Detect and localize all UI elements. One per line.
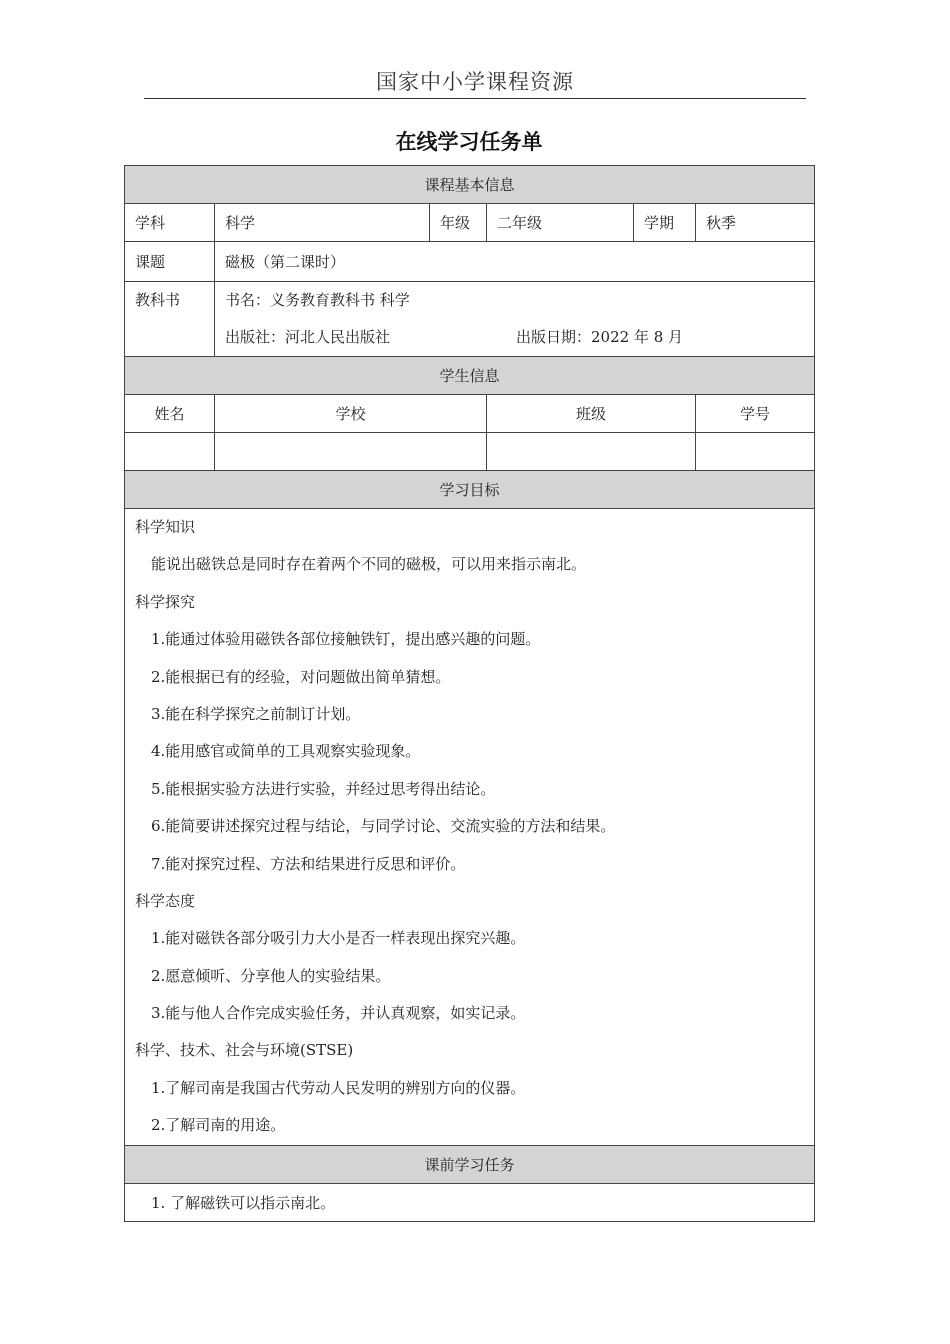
section-student-info: 学生信息 <box>125 357 815 395</box>
page-header: 国家中小学课程资源 <box>376 70 574 94</box>
pre-task-item: 1. 了解磁铁可以指示南北。 <box>125 1183 815 1221</box>
goal-heading-knowledge: 科学知识 <box>135 518 196 536</box>
header-rule <box>144 98 806 99</box>
section-pre-tasks: 课前学习任务 <box>125 1145 815 1183</box>
textbook-label: 教科书 <box>135 291 181 309</box>
term-label: 学期 <box>634 204 696 242</box>
grade-value: 二年级 <box>487 204 634 242</box>
goal-item: 2.了解司南的用途。 <box>151 1116 286 1135</box>
goal-heading-attitude: 科学态度 <box>135 891 196 910</box>
task-sheet-table <box>124 165 815 1222</box>
goal-item: 3.能在科学探究之前制订计划。 <box>151 704 361 723</box>
term-value: 秋季 <box>696 204 815 242</box>
goal-item: 3.能与他人合作完成实验任务，并认真观察，如实记录。 <box>151 1004 526 1023</box>
goal-item: 6.能简要讲述探究过程与结论，与同学讨论、交流实验的方法和结果。 <box>151 817 616 836</box>
goal-heading-inquiry: 科学探究 <box>135 592 196 611</box>
student-header-class: 班级 <box>487 395 696 433</box>
subject-label: 学科 <box>125 204 215 242</box>
student-name-cell[interactable] <box>125 433 215 471</box>
goal-item: 1.了解司南是我国古代劳动人民发明的辨别方向的仪器。 <box>151 1078 526 1097</box>
student-header-id: 学号 <box>696 395 815 433</box>
textbook-publisher: 出版社：河北人民出版社 <box>225 328 391 346</box>
goal-item: 7.能对探究过程、方法和结果进行反思和评价。 <box>151 854 466 873</box>
student-header-school: 学校 <box>215 395 487 433</box>
goal-item: 1.能对磁铁各部分吸引力大小是否一样表现出探究兴趣。 <box>151 929 526 948</box>
section-goals: 学习目标 <box>125 471 815 509</box>
goal-item: 1.能通过体验用磁铁各部位接触铁钉，提出感兴趣的问题。 <box>151 630 541 649</box>
subject-value: 科学 <box>215 204 430 242</box>
goal-item: 2.能根据已有的经验，对问题做出简单猜想。 <box>151 667 451 686</box>
student-class-cell[interactable] <box>487 433 696 471</box>
goal-heading-stse: 科学、技术、社会与环境(STSE) <box>135 1041 354 1060</box>
textbook-name: 书名：义务教育教科书 科学 <box>225 291 410 309</box>
goal-item: 5.能根据实验方法进行实验，并经过思考得出结论。 <box>151 779 496 798</box>
student-header-name: 姓名 <box>125 395 215 433</box>
student-id-cell[interactable] <box>696 433 815 471</box>
textbook-pub-date: 出版日期：2022 年 8 月 <box>516 328 684 346</box>
goal-item: 4.能用感官或简单的工具观察实验现象。 <box>151 742 421 761</box>
document-title: 在线学习任务单 <box>395 130 543 154</box>
student-school-cell[interactable] <box>215 433 487 471</box>
goal-item: 2.愿意倾听、分享他人的实验结果。 <box>151 966 391 985</box>
goals-cell <box>125 509 815 1146</box>
topic-value: 磁极（第二课时） <box>215 242 815 282</box>
section-course-info: 课程基本信息 <box>125 166 815 204</box>
topic-label: 课题 <box>125 242 215 282</box>
goal-item: 能说出磁铁总是同时存在着两个不同的磁极，可以用来指示南北。 <box>151 555 587 574</box>
grade-label: 年级 <box>430 204 487 242</box>
